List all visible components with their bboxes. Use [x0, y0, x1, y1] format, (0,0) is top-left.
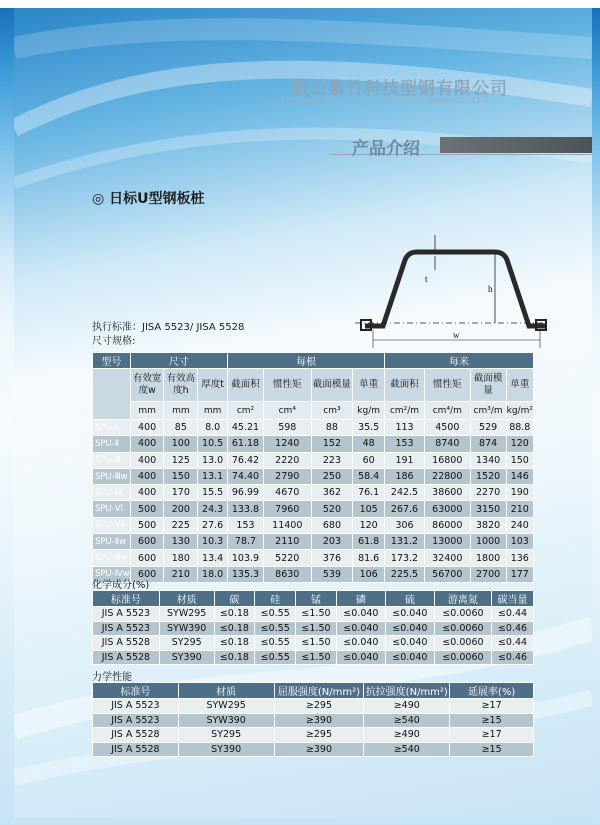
unit-header: cm³/m [470, 402, 506, 420]
table-cell: 306 [385, 517, 425, 533]
table-cell: 5220 [263, 550, 311, 566]
table-cell: 153 [385, 436, 425, 452]
table-cell: 150 [164, 468, 198, 484]
table-cell: 400 [130, 452, 164, 468]
table-cell: ≥15 [450, 742, 534, 757]
unit-header: kg/m [353, 402, 385, 420]
table-cell: ≤0.0060 [434, 607, 491, 622]
table-cell: 8630 [263, 566, 311, 582]
table-cell: 103.9 [228, 550, 264, 566]
table-cell: ≥295 [274, 699, 364, 714]
table-cell: ≤0.0060 [434, 636, 491, 651]
table-cell: ≤0.040 [336, 607, 385, 622]
table-cell: ≤0.55 [255, 650, 296, 665]
table-cell: 85 [164, 420, 198, 436]
col-header: 截面模量 [311, 369, 353, 402]
table-cell: 225 [164, 517, 198, 533]
table-cell: ≤1.50 [296, 636, 337, 651]
table-cell: 186 [385, 468, 425, 484]
table-row [93, 566, 534, 582]
table-cell: ≥295 [274, 728, 364, 743]
table-cell: 10.5 [198, 436, 228, 452]
table-row [93, 452, 534, 468]
table-cell: ≥15 [450, 713, 534, 728]
table-cell: SY295 [159, 636, 214, 651]
chemical-table [92, 590, 534, 665]
table-cell: JIS A 5523 [93, 713, 179, 728]
table-cell: 88 [311, 420, 353, 436]
table-cell: 61.8 [353, 534, 385, 550]
table-row [93, 728, 534, 743]
table-cell: 1240 [263, 436, 311, 452]
label-t: t [425, 274, 428, 284]
mechanical-header-cell: 屈服强度(N/mm²) [274, 683, 364, 699]
table-cell: 120 [353, 517, 385, 533]
table-cell: 45.21 [228, 420, 264, 436]
table-row [93, 485, 534, 501]
mechanical-table [92, 682, 534, 757]
table-cell: 76.42 [228, 452, 264, 468]
model-cell: SPU-Ⅳw [93, 566, 131, 582]
table-cell: 400 [130, 420, 164, 436]
table-cell: JIS A 5523 [93, 699, 179, 714]
table-cell: 58.4 [353, 468, 385, 484]
unit-header: cm⁴ [263, 402, 311, 420]
table-cell: ≤0.18 [214, 650, 255, 665]
table-cell: 203 [311, 534, 353, 550]
unit-header: mm [198, 402, 228, 420]
table-cell: 153 [228, 517, 264, 533]
table-cell: ≤0.040 [336, 621, 385, 636]
table-cell: 2790 [263, 468, 311, 484]
unit-header: cm²/m [385, 402, 425, 420]
table-cell: 400 [130, 485, 164, 501]
table-cell: ≥540 [364, 742, 450, 757]
table-cell: 11400 [263, 517, 311, 533]
unit-header: mm [164, 402, 198, 420]
model-cell: SPU-Ⅲ [93, 452, 131, 468]
table-cell: 4500 [424, 420, 470, 436]
table-cell: JIS A 5528 [93, 636, 160, 651]
table-cell: SY390 [178, 742, 274, 757]
model-cell: SPU-Ⅵl [93, 517, 131, 533]
table-cell: 2220 [263, 452, 311, 468]
table-cell: ≤0.040 [336, 636, 385, 651]
col-header: 单重 [506, 369, 533, 402]
table-cell: ≥490 [364, 728, 450, 743]
table-cell: 362 [311, 485, 353, 501]
table-cell: 3820 [470, 517, 506, 533]
table-cell: 400 [130, 436, 164, 452]
table-cell: ≤0.040 [385, 650, 434, 665]
table-cell: ≥540 [364, 713, 450, 728]
table-cell: ≤0.44 [492, 607, 534, 622]
col-header: 惯性矩 [263, 369, 311, 402]
table-cell: 520 [311, 501, 353, 517]
table-cell: 113 [385, 420, 425, 436]
table-cell: 267.6 [385, 501, 425, 517]
table-cell: 180 [164, 550, 198, 566]
product-subtitle: ◎ 日标U型钢板桩 [92, 191, 205, 207]
table-cell: 100 [164, 436, 198, 452]
table-cell: 152 [311, 436, 353, 452]
chemical-header-cell: 碳 [214, 591, 255, 607]
mechanical-table-body [93, 699, 534, 757]
col-header: 有效高度h [164, 369, 198, 402]
table-row [93, 501, 534, 517]
table-cell: ≤0.55 [255, 621, 296, 636]
table-cell: ≤0.46 [492, 621, 534, 636]
unit-header: cm³ [311, 402, 353, 420]
table-cell: 22800 [424, 468, 470, 484]
table-row [93, 621, 534, 636]
table-cell: ≤0.18 [214, 621, 255, 636]
table-cell: 173.2 [385, 550, 425, 566]
table-cell: 2270 [470, 485, 506, 501]
table-cell: 210 [506, 501, 533, 517]
table-cell: 874 [470, 436, 506, 452]
table-cell: 146 [506, 468, 533, 484]
col-header: 截面模量 [470, 369, 506, 402]
table-cell: ≥17 [450, 728, 534, 743]
company-name-cn: 鞍山紫竹科技型钢有限公司 [292, 79, 508, 99]
chemical-header-cell: 材质 [159, 591, 214, 607]
table-row [93, 699, 534, 714]
table-cell: 96.99 [228, 485, 264, 501]
table-cell: 600 [130, 550, 164, 566]
table-cell: 16800 [424, 452, 470, 468]
table-cell: 500 [130, 517, 164, 533]
table-cell: 150 [506, 452, 533, 468]
section-bar-shade [440, 137, 592, 153]
table-cell: 120 [506, 436, 533, 452]
table-cell: 190 [506, 485, 533, 501]
table-cell: ≤0.0060 [434, 650, 491, 665]
table-cell: 1340 [470, 452, 506, 468]
chemical-header-row [93, 591, 534, 607]
table-cell: 13.0 [198, 452, 228, 468]
table-cell: 250 [311, 468, 353, 484]
table-row [93, 636, 534, 651]
col-header: 截面积 [385, 369, 425, 402]
dimensions-label: 尺寸规格: [92, 336, 136, 347]
mechanical-header-row [93, 683, 534, 699]
table-row [93, 436, 534, 452]
table-cell: SYW390 [178, 713, 274, 728]
table-cell: ≤0.040 [336, 650, 385, 665]
header-size: 尺寸 [130, 353, 227, 369]
table-cell: 400 [130, 468, 164, 484]
table-cell: 105 [353, 501, 385, 517]
dimension-table-body [93, 420, 534, 583]
chemical-header-cell: 锰 [296, 591, 337, 607]
table-cell: JIS A 5528 [93, 742, 179, 757]
model-cell: SPU-Ⅲw [93, 550, 131, 566]
label-w: w [453, 330, 460, 340]
table-cell: 680 [311, 517, 353, 533]
chemical-header-cell: 磷 [336, 591, 385, 607]
table-cell: ≥390 [274, 713, 364, 728]
table-cell: 539 [311, 566, 353, 582]
table-cell: 103 [506, 534, 533, 550]
header-per-pile: 每根 [228, 353, 385, 369]
table-cell: 78.7 [228, 534, 264, 550]
table-row [93, 534, 534, 550]
table-cell: SYW295 [178, 699, 274, 714]
table-cell: 1800 [470, 550, 506, 566]
table-row [93, 742, 534, 757]
table-cell: ≤0.55 [255, 607, 296, 622]
table-cell: ≥17 [450, 699, 534, 714]
table-row [93, 607, 534, 622]
table-cell: 27.6 [198, 517, 228, 533]
col-header: 有效宽度w [130, 369, 164, 402]
table-cell: ≤1.50 [296, 607, 337, 622]
header-per-meter: 每米 [385, 353, 534, 369]
mechanical-label: 力学性能 [92, 672, 132, 683]
table-cell: 2700 [470, 566, 506, 582]
col-header: 惯性矩 [424, 369, 470, 402]
table-cell: 13.4 [198, 550, 228, 566]
table-cell: 63000 [424, 501, 470, 517]
unit-header: cm⁴/m [424, 402, 470, 420]
table-cell: SYW390 [159, 621, 214, 636]
table-cell: 56700 [424, 566, 470, 582]
mechanical-header-cell: 标准号 [93, 683, 179, 699]
table-cell: 61.18 [228, 436, 264, 452]
model-cell: SPU-Ⅴl [93, 501, 131, 517]
unit-header: cm² [228, 402, 264, 420]
col-header: 单重 [353, 369, 385, 402]
table-cell: 86000 [424, 517, 470, 533]
table-cell: SY390 [159, 650, 214, 665]
table-cell: 76.1 [353, 485, 385, 501]
table-cell: 376 [311, 550, 353, 566]
table-cell: 133.8 [228, 501, 264, 517]
table-cell: SY295 [178, 728, 274, 743]
company-name-en: AnshanZizhu Sci.& Tech.Profile Steel Co.,LTD [280, 96, 489, 106]
table-cell: ≤0.040 [385, 621, 434, 636]
table-cell: SYW295 [159, 607, 214, 622]
chemical-header-cell: 游离氮 [434, 591, 491, 607]
table-cell: 4670 [263, 485, 311, 501]
table-cell: ≤1.50 [296, 621, 337, 636]
model-cell: SPU-Ⅰ [93, 420, 131, 436]
section-title: 产品介绍 [352, 139, 420, 159]
table-cell: 600 [130, 534, 164, 550]
table-cell: 32400 [424, 550, 470, 566]
table-cell: JIS A 5523 [93, 621, 160, 636]
table-cell: 223 [311, 452, 353, 468]
table-cell: 48 [353, 436, 385, 452]
label-h: h [488, 284, 493, 294]
table-cell: 7960 [263, 501, 311, 517]
chemical-header-cell: 标准号 [93, 591, 160, 607]
table-cell: 88.8 [506, 420, 533, 436]
table-cell: ≥490 [364, 699, 450, 714]
table-cell: 225.5 [385, 566, 425, 582]
table-row [93, 713, 534, 728]
table-row [93, 650, 534, 665]
table-cell: 38600 [424, 485, 470, 501]
table-cell: 106 [353, 566, 385, 582]
table-cell: ≤0.040 [385, 607, 434, 622]
unit-header: mm [130, 402, 164, 420]
table-cell: 529 [470, 420, 506, 436]
table-cell: 600 [130, 566, 164, 582]
table-cell: 125 [164, 452, 198, 468]
table-cell: ≤0.18 [214, 636, 255, 651]
table-cell: 15.5 [198, 485, 228, 501]
table-cell: 13.1 [198, 468, 228, 484]
table-cell: 24.3 [198, 501, 228, 517]
table-cell: 177 [506, 566, 533, 582]
table-cell: 74.40 [228, 468, 264, 484]
u-pile-profile-diagram [355, 230, 550, 348]
dimension-table [92, 352, 534, 583]
execution-standard: 执行标准：JISA 5523/ JISA 5528 [92, 322, 245, 333]
table-cell: ≥390 [274, 742, 364, 757]
table-cell: 3150 [470, 501, 506, 517]
mechanical-header-cell: 材质 [178, 683, 274, 699]
table-cell: 136 [506, 550, 533, 566]
table-cell: 598 [263, 420, 311, 436]
chemical-header-cell: 碳当量 [492, 591, 534, 607]
table-cell: 18.0 [198, 566, 228, 582]
table-cell: 13000 [424, 534, 470, 550]
unit-header: kg/m² [506, 402, 533, 420]
table-cell: 10.3 [198, 534, 228, 550]
table-cell: 2110 [263, 534, 311, 550]
model-cell: SPU-Ⅲw [93, 468, 131, 484]
table-cell: 170 [164, 485, 198, 501]
model-cell: SPU-Ⅱw [93, 534, 131, 550]
table-row [93, 468, 534, 484]
chemical-label: 化学成分(%) [92, 580, 150, 591]
table-cell: ≤0.040 [385, 636, 434, 651]
table-cell: 240 [506, 517, 533, 533]
table-cell: ≤1.50 [296, 650, 337, 665]
table-cell: 8.0 [198, 420, 228, 436]
table-cell: ≤0.0060 [434, 621, 491, 636]
header-model-blank [93, 369, 131, 420]
table-cell: JIS A 5528 [93, 650, 160, 665]
table-cell: 1000 [470, 534, 506, 550]
mechanical-header-cell: 延展率(%) [450, 683, 534, 699]
table-cell: 35.5 [353, 420, 385, 436]
table-row [93, 517, 534, 533]
table-cell: 130 [164, 534, 198, 550]
table-cell: 200 [164, 501, 198, 517]
chemical-table-body [93, 607, 534, 665]
col-header: 厚度t [198, 369, 228, 402]
table-cell: ≤0.55 [255, 636, 296, 651]
mechanical-header-cell: 抗拉强度(N/mm²) [364, 683, 450, 699]
chemical-header-cell: 硅 [255, 591, 296, 607]
table-cell: ≤0.46 [492, 650, 534, 665]
header-model: 型号 [93, 353, 131, 369]
table-cell: JIS A 5523 [93, 607, 160, 622]
table-cell: 1520 [470, 468, 506, 484]
table-cell: 81.6 [353, 550, 385, 566]
table-row [93, 420, 534, 436]
table-cell: 210 [164, 566, 198, 582]
table-cell: 191 [385, 452, 425, 468]
table-cell: JIS A 5528 [93, 728, 179, 743]
table-cell: ≤0.44 [492, 636, 534, 651]
table-cell: 500 [130, 501, 164, 517]
table-cell: ≤0.18 [214, 607, 255, 622]
table-cell: 135.3 [228, 566, 264, 582]
table-cell: 60 [353, 452, 385, 468]
table-cell: 242.5 [385, 485, 425, 501]
table-cell: 131.2 [385, 534, 425, 550]
model-cell: SPU-Ⅳ [93, 485, 131, 501]
col-header: 截面积 [228, 369, 264, 402]
table-row [93, 550, 534, 566]
table-cell: 8740 [424, 436, 470, 452]
chemical-header-cell: 硫 [385, 591, 434, 607]
model-cell: SPU-Ⅱ [93, 436, 131, 452]
